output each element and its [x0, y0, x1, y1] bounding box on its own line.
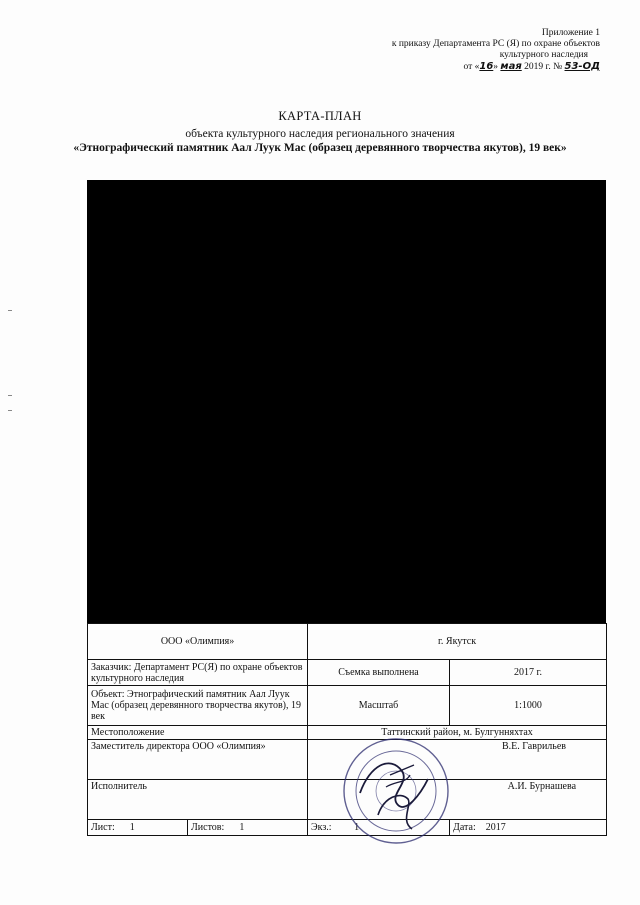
appendix-block [392, 28, 600, 73]
sheets-cell [188, 820, 308, 836]
page-subtitle: объекта культурного наследия регионального значения [185, 128, 455, 140]
date-month: мая [500, 61, 522, 72]
scan-margin-mark [8, 395, 12, 396]
survey-year: 2017 г. [450, 660, 607, 686]
seal-stamp-icon [340, 735, 452, 847]
date-mid: » [493, 62, 501, 72]
date-cell [450, 820, 607, 836]
date-year: 2019 г. № [521, 62, 565, 72]
survey-label: Съемка выполнена [308, 660, 450, 686]
scale-value: 1:1000 [450, 686, 607, 726]
sheet-cell [88, 820, 188, 836]
sheets-value: 1 [239, 822, 245, 833]
date-day: 16 [479, 61, 494, 72]
location-label: Местоположение [88, 726, 308, 740]
customer: Заказчик: Департамент РС(Я) по охране объектов культурного наследия [88, 660, 308, 686]
executor-name: А.И. Бурнашева [308, 780, 607, 820]
deputy-name: В.Е. Гаврильев [308, 740, 607, 780]
appendix-line-2: к приказу Департамента РС (Я) по охране объектов [391, 39, 600, 49]
appendix-line-3: культурного наследия [499, 50, 588, 60]
scan-margin-mark [8, 410, 12, 411]
sheets-label: Листов: [191, 822, 225, 833]
date-value: 2017 [485, 822, 506, 833]
map-redacted-area [87, 180, 606, 623]
copy-label: Экз.: [311, 822, 332, 833]
location-value: Таттинский район, м. Булгунняхтах [308, 726, 607, 740]
order-number: 53-ОД [564, 61, 600, 72]
date-label: Дата: [453, 822, 476, 833]
object-field: Объект: Этнографический памятник Аал Луук Мас (образец деревянного творчества якутов), 19 век [88, 686, 308, 726]
date-prefix: от « [463, 62, 480, 72]
object-name: «Этнографический памятник Аал Луук Мас (образец деревянного творчества якутов), 19 век» [73, 142, 567, 154]
scan-margin-mark [8, 310, 12, 311]
page-title: КАРТА-ПЛАН [278, 109, 362, 123]
org-name: ООО «Олимпия» [88, 624, 308, 660]
executor-label: Исполнитель [88, 780, 308, 820]
deputy-label: Заместитель директора ООО «Олимпия» [88, 740, 308, 780]
scale-label: Масштаб [308, 686, 450, 726]
city: г. Якутск [308, 624, 607, 660]
sheet-value: 1 [129, 822, 135, 833]
title-block [0, 108, 640, 155]
sheet-label: Лист: [91, 822, 115, 833]
copy-value: 1 [354, 822, 360, 833]
appendix-line-1: Приложение 1 [541, 28, 600, 38]
appendix-date-line [392, 61, 600, 73]
